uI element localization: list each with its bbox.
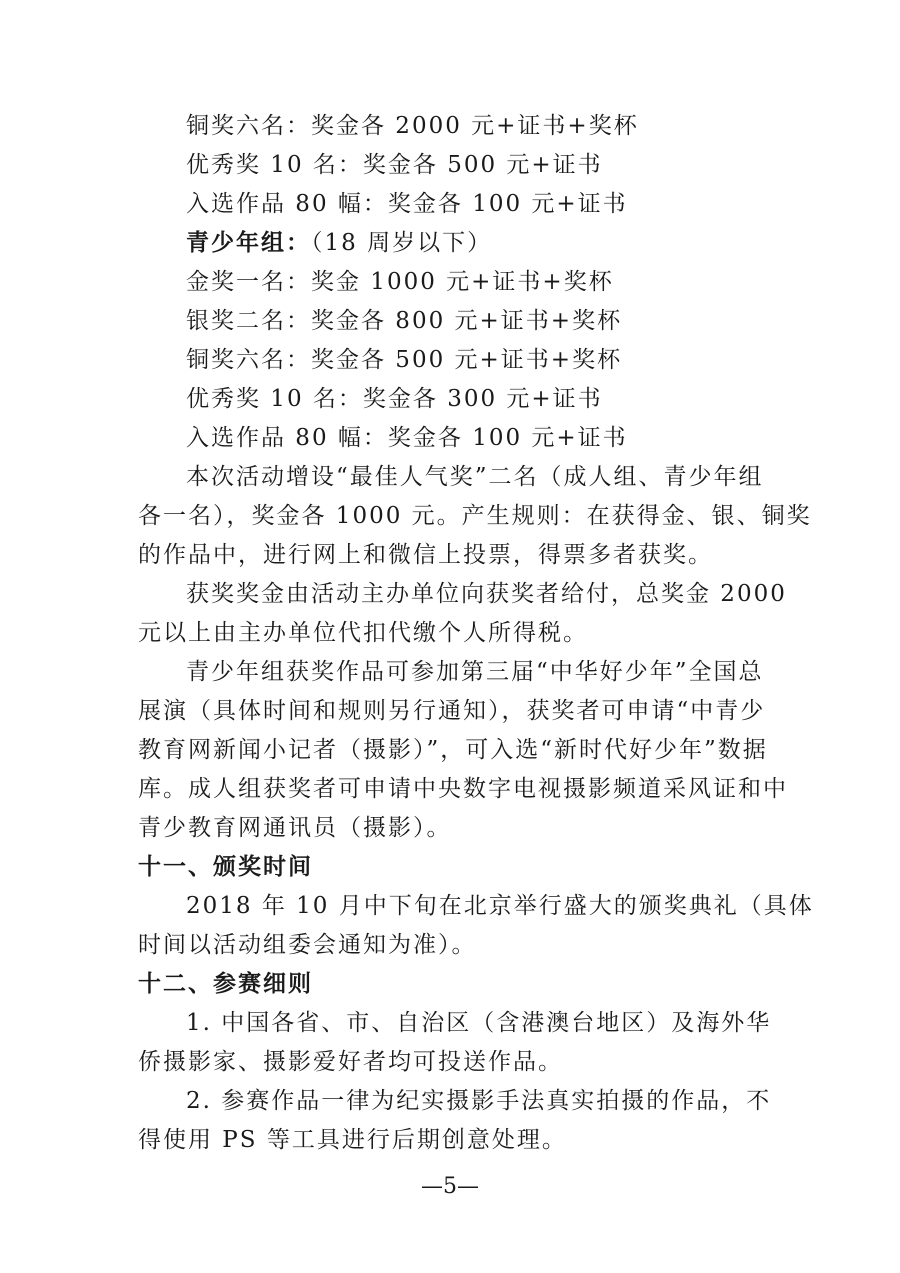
paragraph-line: 得使用 PS 等工具进行后期创意处理。 xyxy=(138,1127,567,1153)
section-heading-rules: 十二、参赛细则 xyxy=(138,970,313,997)
paragraph-line: 时间以活动组委会通知为准）。 xyxy=(138,932,477,958)
paragraph-line: 的作品中，进行网上和微信上投票，得票多者获奖。 xyxy=(138,542,713,568)
paragraph-line: 展演（具体时间和规则另行通知），获奖者可申请“中青少 xyxy=(138,698,766,724)
paragraph-line: 青少教育网通讯员（摄影）。 xyxy=(138,815,452,841)
paragraph-line: 1. 中国各省、市、自治区（含港澳台地区）及海外华 xyxy=(186,1010,772,1036)
paragraph-line: 青少年组获奖作品可参加第三届“中华好少年”全国总 xyxy=(186,659,764,685)
paragraph-line: 库。成人组获奖者可申请中央数字电视摄影频道采风证和中 xyxy=(138,776,788,802)
paragraph-line: 各一名），奖金各 1000 元。产生规则：在获得金、银、铜奖 xyxy=(138,503,812,529)
award-line: 银奖二名：奖金各 800 元+证书+奖杯 xyxy=(186,308,623,334)
paragraph-line: 本次活动增设“最佳人气奖”二名（成人组、青少年组 xyxy=(186,464,764,490)
section-heading-award-time: 十一、颁奖时间 xyxy=(138,853,313,880)
paragraph-line: 2018 年 10 月中下旬在北京举行盛大的颁奖典礼（具体 xyxy=(186,893,814,919)
award-line: 铜奖六名：奖金各 500 元+证书+奖杯 xyxy=(186,347,623,373)
award-line: 铜奖六名：奖金各 2000 元+证书+奖杯 xyxy=(186,113,639,139)
paragraph-line: 教育网新闻小记者（摄影）”，可入选“新时代好少年”数据 xyxy=(138,737,768,763)
award-line: 入选作品 80 幅：奖金各 100 元+证书 xyxy=(186,425,628,451)
page-number: —5— xyxy=(421,1174,479,1199)
award-line: 优秀奖 10 名：奖金各 300 元+证书 xyxy=(186,386,603,412)
award-line: 入选作品 80 幅：奖金各 100 元+证书 xyxy=(186,191,628,217)
paragraph-line: 侨摄影家、摄影爱好者均可投送作品。 xyxy=(138,1049,563,1075)
paragraph-line: 获奖奖金由活动主办单位向获奖者给付，总奖金 2000 xyxy=(186,581,787,607)
award-line: 优秀奖 10 名：奖金各 500 元+证书 xyxy=(186,152,603,178)
award-line: 金奖一名：奖金 1000 元+证书+奖杯 xyxy=(186,269,614,295)
youth-group-age: （18 周岁以下） xyxy=(311,230,493,256)
paragraph-line: 2. 参赛作品一律为纪实摄影手法真实拍摄的作品，不 xyxy=(186,1088,772,1114)
paragraph-line: 元以上由主办单位代扣代缴个人所得税。 xyxy=(138,620,588,646)
youth-group-label: 青少年组： xyxy=(186,229,311,256)
youth-group-line xyxy=(186,226,816,260)
